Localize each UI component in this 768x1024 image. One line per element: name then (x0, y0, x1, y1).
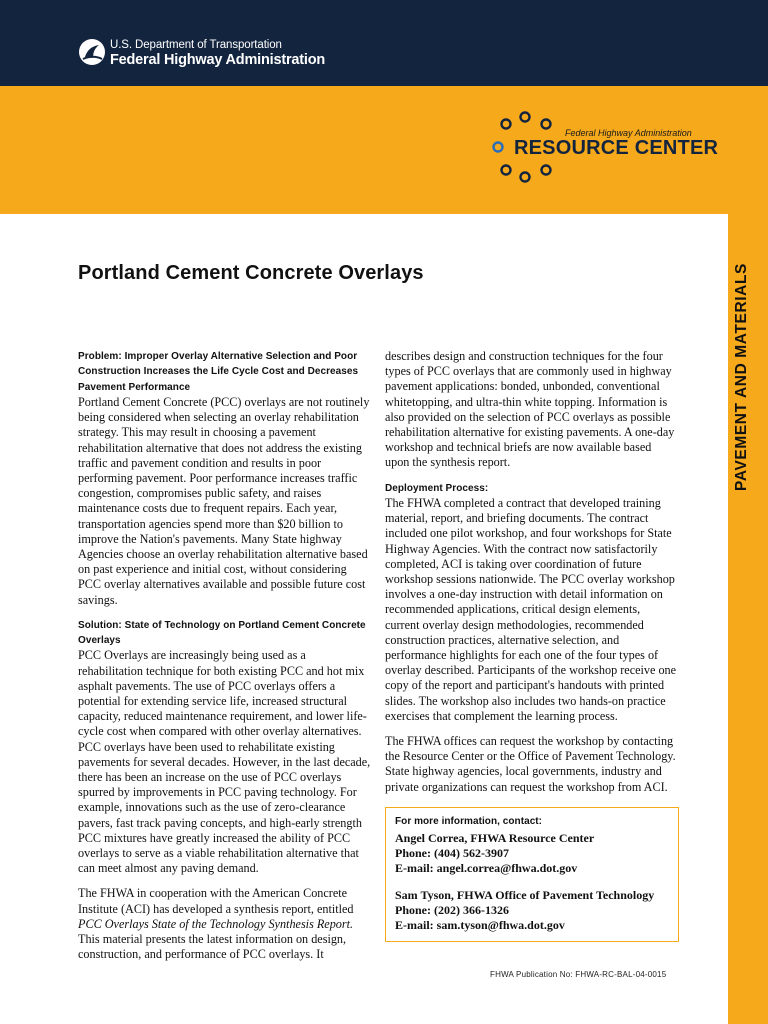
contact-1-name: Angel Correa, FHWA Resource Center (395, 831, 595, 846)
agency-name (110, 39, 325, 68)
contact-box (385, 807, 679, 942)
header-bar (0, 0, 768, 86)
deployment-text: The FHWA completed a contract that developed training material, report, and briefing documents. The contract included one pilot workshop, and four workshops for State Highway Agencies. With the contract now satisfactorily completed, ACI is taking over coordination of future workshop sessions nationwide. The PCC overlay workshop involves a one-day instruction with detail information on recommended applications, critical design elements, current overlay design methodologies, recommended construction practices, alternative selection, and performance highlights for each one of the four types of overlay described. Participants of the workshop receive one copy of the report and participant's handouts with printed slides. The workshop also includes two hands-on practice exercises that complement the learning process. (385, 495, 677, 723)
contact-2-phone: Phone: (202) 366-1326 (395, 903, 509, 918)
administration-name: Federal Highway Administration (110, 52, 326, 68)
deployment-heading: Deployment Process: (385, 482, 489, 494)
problem-heading: Problem: Improper Overlay Alternative Selection and Poor Construction Increases the Life Cycle Cost and Decreases Pavement Performance (78, 351, 359, 393)
resource-center-agency: Federal Highway Administration (565, 128, 692, 138)
problem-text: Portland Cement Concrete (PCC) overlays are not routinely being considered when selecting an overlay rehabilitation strategy. This may result in choosing a pavement rehabilitation alternative that does not address the existing traffic and pavement condition and results in poor performing pavement. Poor performance increases traffic congestion, compromises public safety, and raises maintenance costs due to frequent repairs. Each year, transportation agencies spend more than $20 billion to improve the Nation's pavements. Many State highway Agencies choose an overlay rehabilitation alternative based on past experience and initial cost, without considering PCC overlay alternatives available and possible future cost savings. (78, 394, 370, 607)
report-title: PCC Overlays State of the Technology Synthesis Report. (78, 916, 354, 931)
solution-heading: Solution: State of Technology on Portland Cement Concrete Overlays (78, 619, 366, 647)
left-column (78, 349, 372, 962)
right-column (385, 349, 677, 942)
contact-1-phone: Phone: (404) 562-3907 (395, 846, 509, 861)
category-label (729, 236, 755, 518)
fhwa-text-before: The FHWA in cooperation with the American Concrete Institute (ACI) has developed a synthesis report, entitled (78, 886, 354, 916)
page-title: Portland Cement Concrete Overlays (78, 262, 424, 284)
contact-1-email[interactable]: E-mail: angel.correa@fhwa.dot.gov (395, 861, 578, 876)
request-text: The FHWA offices can request the workshop by contacting the Resource Center or the Office of Pavement Technology. State highway agencies, local governments, industry and private organizations can request the workshop from ACI. (385, 733, 676, 794)
solution-text: PCC Overlays are increasingly being used as a rehabilitation technique for both existing PCC and hot mix asphalt pavements. The use of PCC overlays offers a potential for extending service life, increased structural capacity, reduced maintenance requirement, and lower life-cycle cost when compared with other overlay alternatives. PCC overlays have been used to rehabilitate existing pavements for several decades. However, in the last decade, there has been an increase on the use of PCC overlays spurred by improvements in PCC paving technology. For example, innovations such as the use of zero-clearance pavers, fast track paving concepts, and high-early strength PCC mixtures have greatly increased the ability of PCC overlays to serve as a viable rehabilitation alternative that can meet almost any paving demand. (78, 648, 371, 876)
resource-center-logo-text: RESOURCE CENTER (514, 137, 719, 159)
contact-2-name: Sam Tyson, FHWA Office of Pavement Technology (395, 888, 655, 903)
contact-heading: For more information, contact: (395, 815, 543, 827)
category-label-text: PAVEMENT AND MATERIALS (733, 263, 750, 491)
fhwa-text-after: This material presents the latest information on design, construction, and performance of PCC overlays. It (78, 931, 347, 962)
dot-logo-icon (78, 38, 106, 66)
contact-2-email[interactable]: E-mail: sam.tyson@fhwa.dot.gov (395, 918, 565, 933)
fhwa-paragraph (78, 886, 372, 962)
publication-number: FHWA Publication No: FHWA-RC-BAL-04-0015 (490, 970, 667, 979)
department-name: U.S. Department of Transportation (110, 39, 282, 51)
continued-text: describes design and construction techniques for the four types of PCC overlays that are commonly used in highway pavement applications: bonded, unbonded, conventional whitetopping, and ultra-thin white topping. Information is also provided on the selection of PCC overlays as possible rehabilitation alternative for existing pavements. A one-day workshop and technical briefs are now available based upon the synthesis report. (385, 349, 675, 470)
